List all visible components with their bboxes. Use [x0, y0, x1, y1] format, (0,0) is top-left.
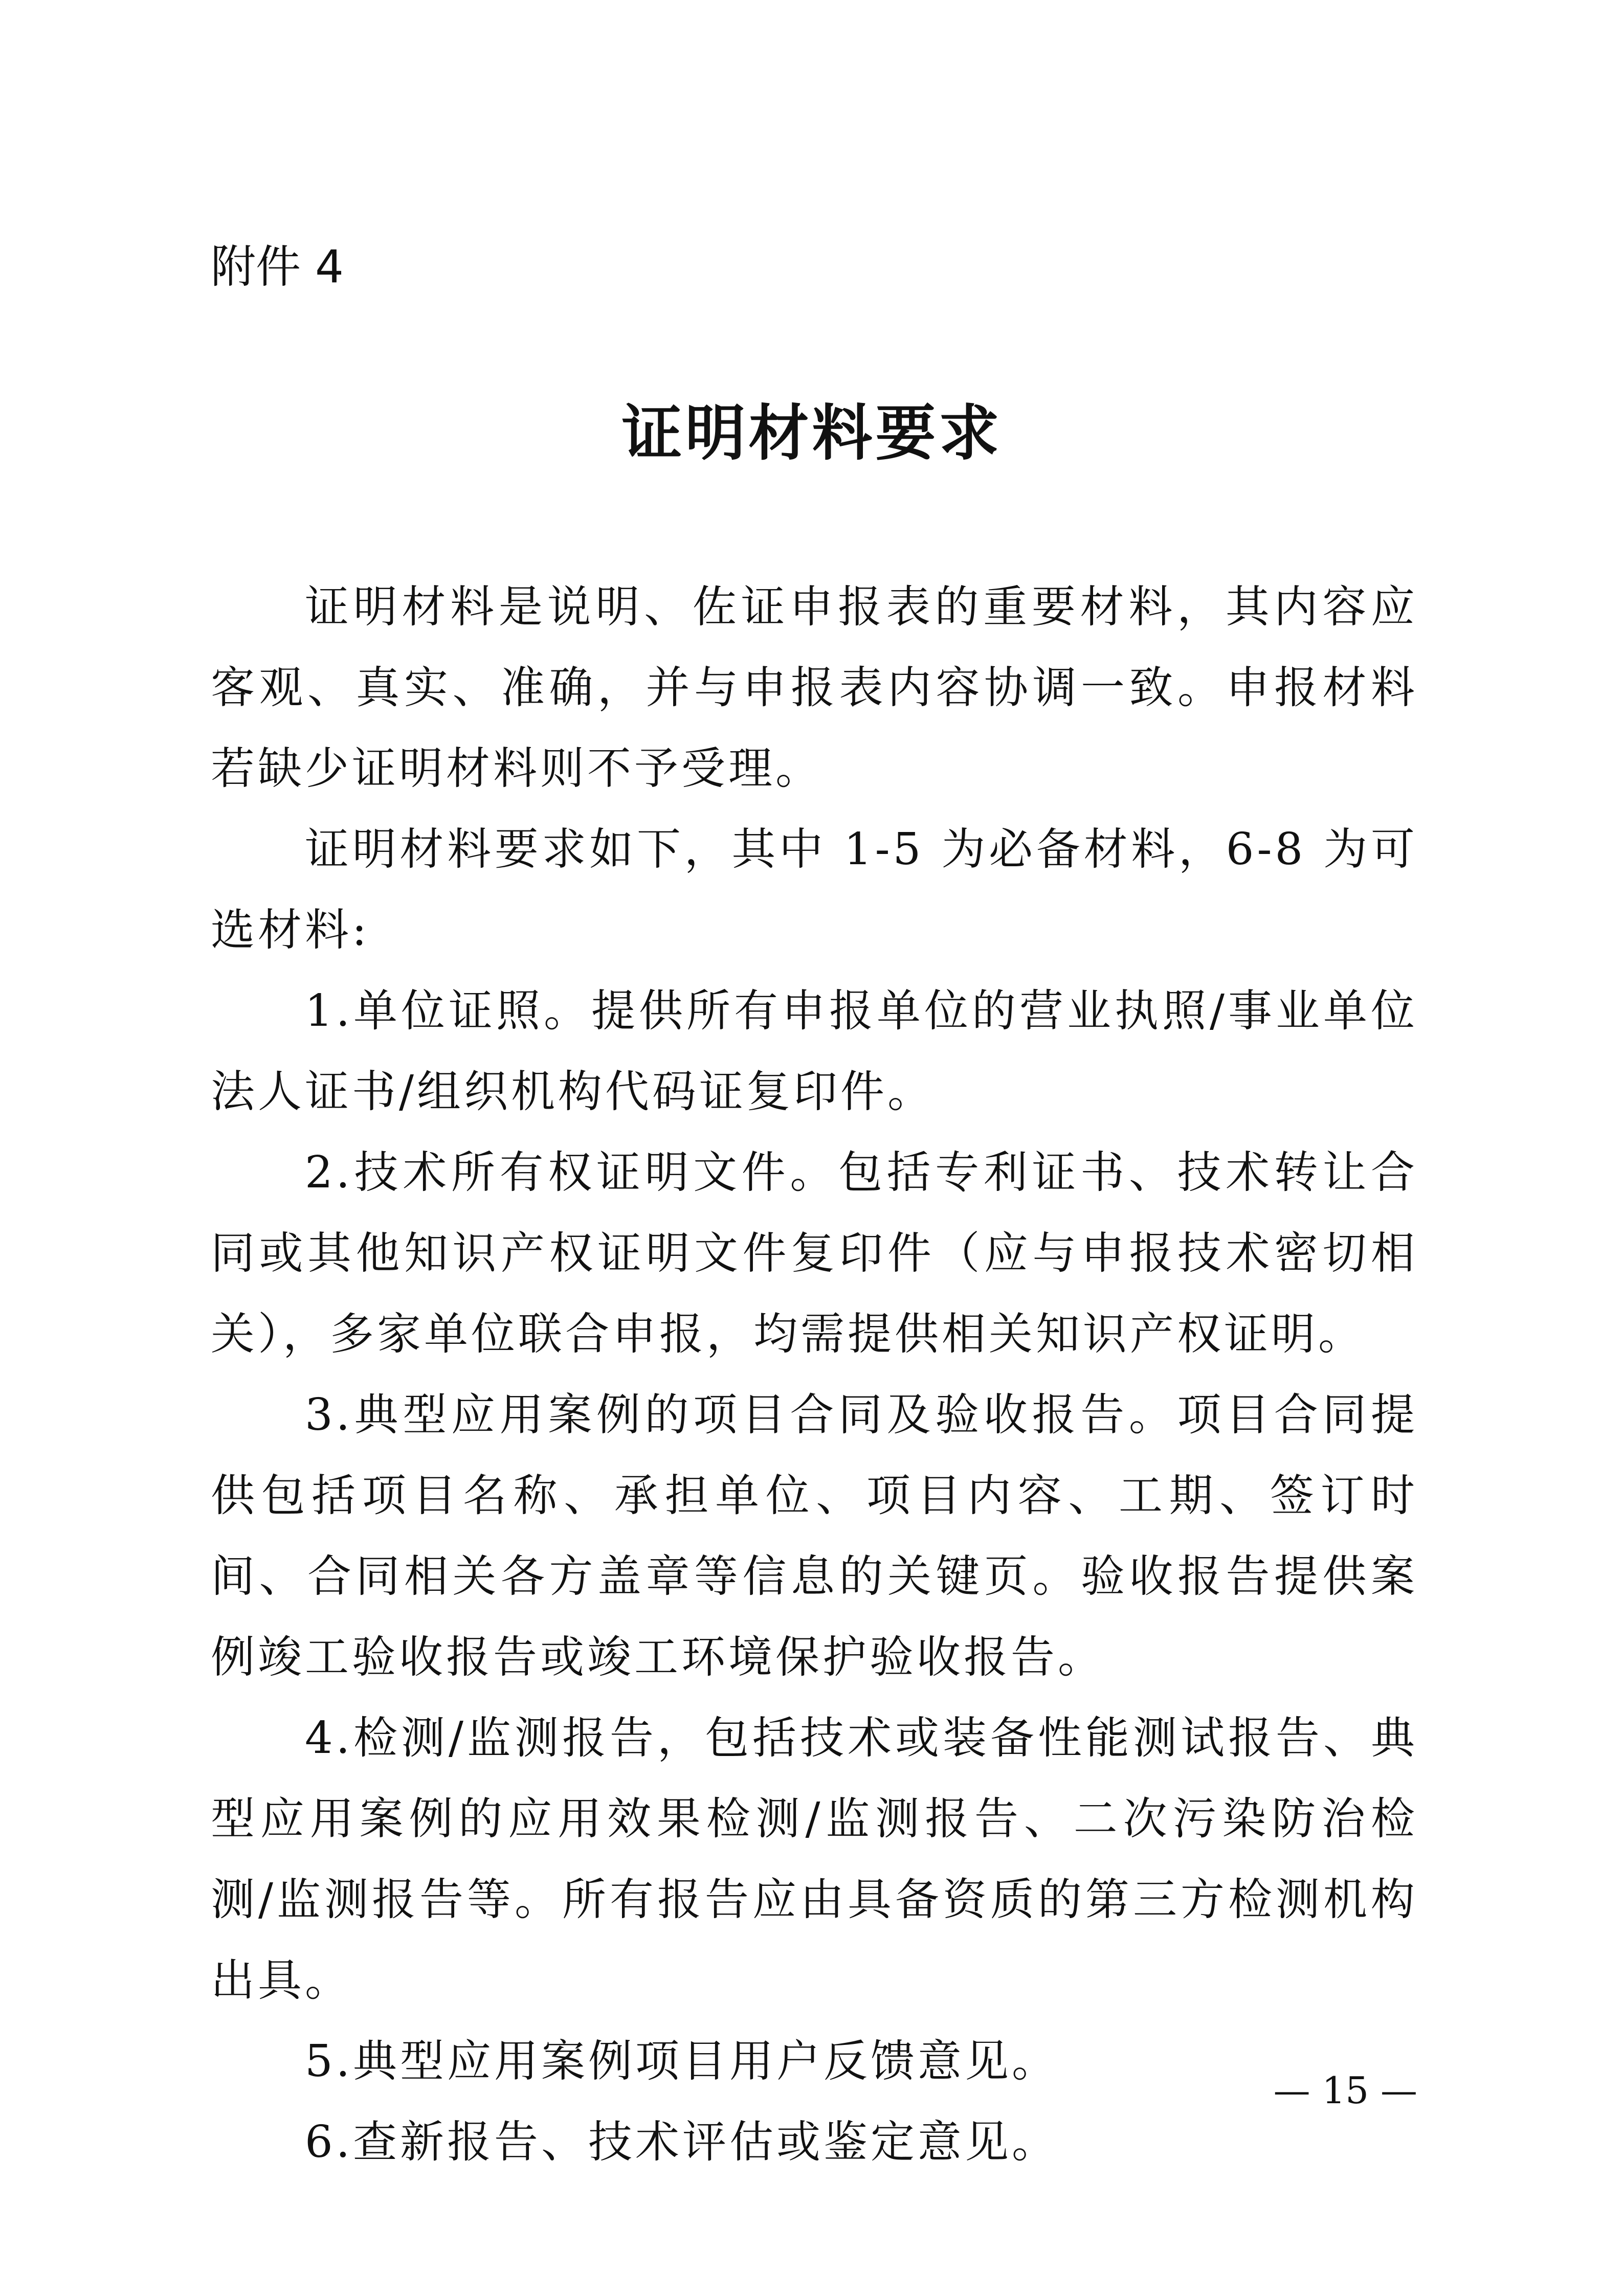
requirement-item-2: 2.技术所有权证明文件。包括专利证书、技术转让合同或其他知识产权证明文件复印件（应与申报技术密切相关），多家单位联合申报，均需提供相关知识产权证明。	[211, 1147, 1418, 1360]
requirement-item-3: 3.典型应用案例的项目合同及验收报告。项目合同提供包括项目名称、承担单位、项目内容、工期、签订时间、合同相关各方盖章等信息的关键页。验收报告提供案例竣工验收报告或竣工环境保护验收报告。	[211, 1389, 1418, 1683]
page-title: 证明材料要求	[621, 398, 1003, 468]
requirement-item-4: 4.检测/监测报告，包括技术或装备性能测试报告、典型应用案例的应用效果检测/监测报告、二次污染防治检测/监测报告等。所有报告应由具备资质的第三方检测机构出具。	[211, 1713, 1418, 2006]
intro-paragraph: 证明材料是说明、佐证申报表的重要材料，其内容应客观、真实、准确，并与申报表内容协调一致。申报材料若缺少证明材料则不予受理。	[211, 581, 1418, 794]
requirement-item-5: 5.典型应用案例项目用户反馈意见。	[305, 2036, 1059, 2087]
requirement-item-6: 6.查新报告、技术评估或鉴定意见。	[305, 2117, 1059, 2168]
requirements-summary-paragraph: 证明材料要求如下，其中 1-5 为必备材料，6-8 为可选材料:	[211, 824, 1418, 956]
page-number: — 15 —	[1273, 2069, 1417, 2112]
attachment-label: 附件 4	[211, 240, 344, 293]
document-body	[211, 567, 1418, 2182]
requirement-item-1: 1.单位证照。提供所有申报单位的营业执照/事业单位法人证书/组织机构代码证复印件。	[211, 985, 1418, 1117]
